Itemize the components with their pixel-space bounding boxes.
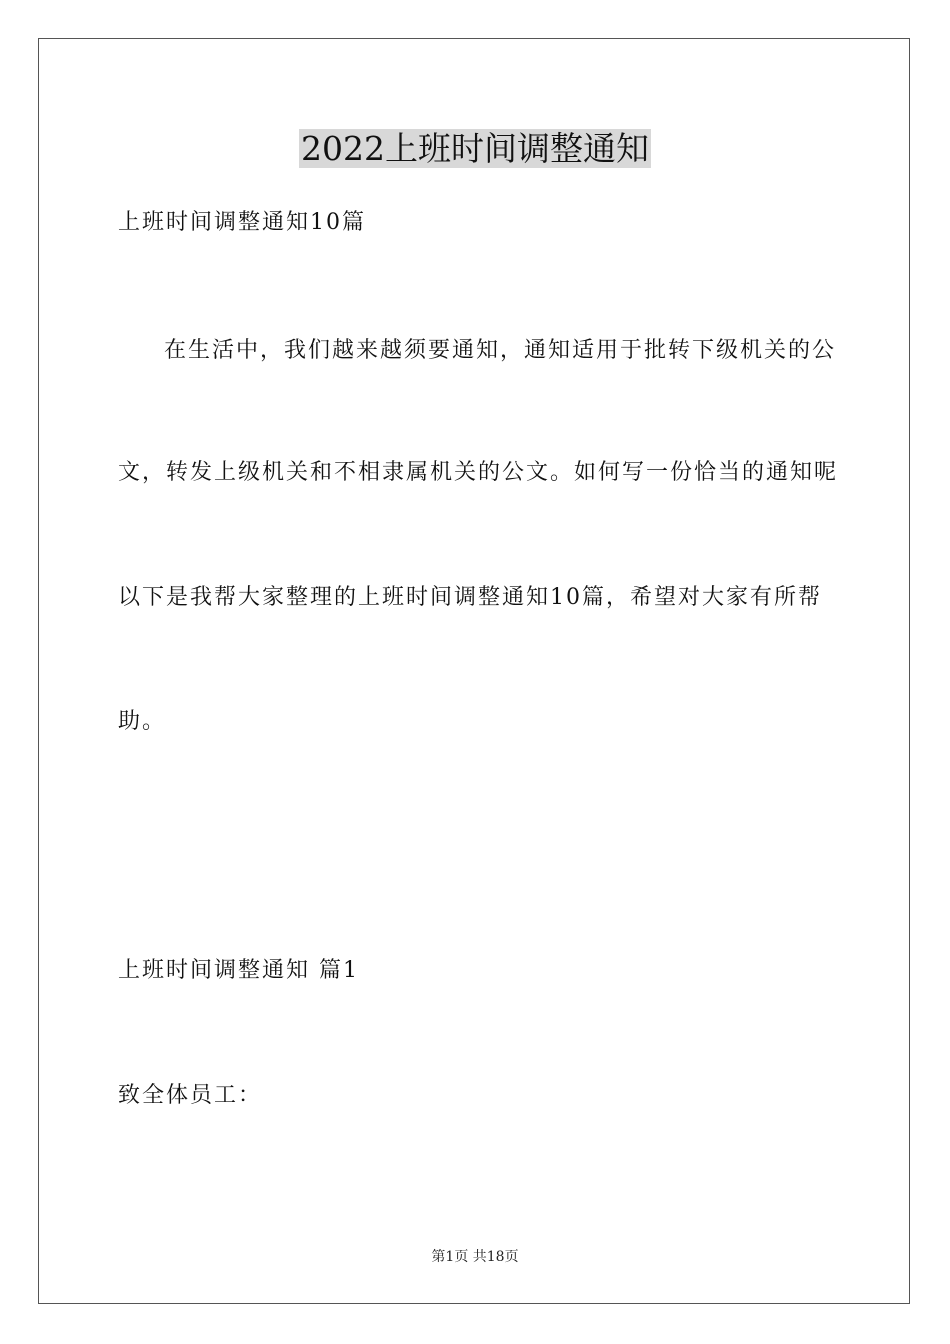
page-number-footer: 第1页 共18页 xyxy=(431,1249,519,1265)
intro-line-2: 文，转发上级机关和不相隶属机关的公文。如何写一份恰当的通知呢 xyxy=(118,460,839,485)
intro-line-3: 以下是我帮大家整理的上班时间调整通知10篇，希望对大家有所帮 xyxy=(118,585,822,610)
section-heading: 上班时间调整通知 篇1 xyxy=(118,958,359,983)
document-title-text: 2022上班时间调整通知 xyxy=(301,129,649,168)
intro-line-4: 助。 xyxy=(118,709,167,734)
document-title xyxy=(0,126,950,172)
intro-line-1: 在生活中，我们越来越须要通知，通知适用于批转下级机关的公 xyxy=(164,338,837,363)
salutation: 致全体员工： xyxy=(118,1083,263,1108)
document-subtitle: 上班时间调整通知10篇 xyxy=(118,210,366,235)
